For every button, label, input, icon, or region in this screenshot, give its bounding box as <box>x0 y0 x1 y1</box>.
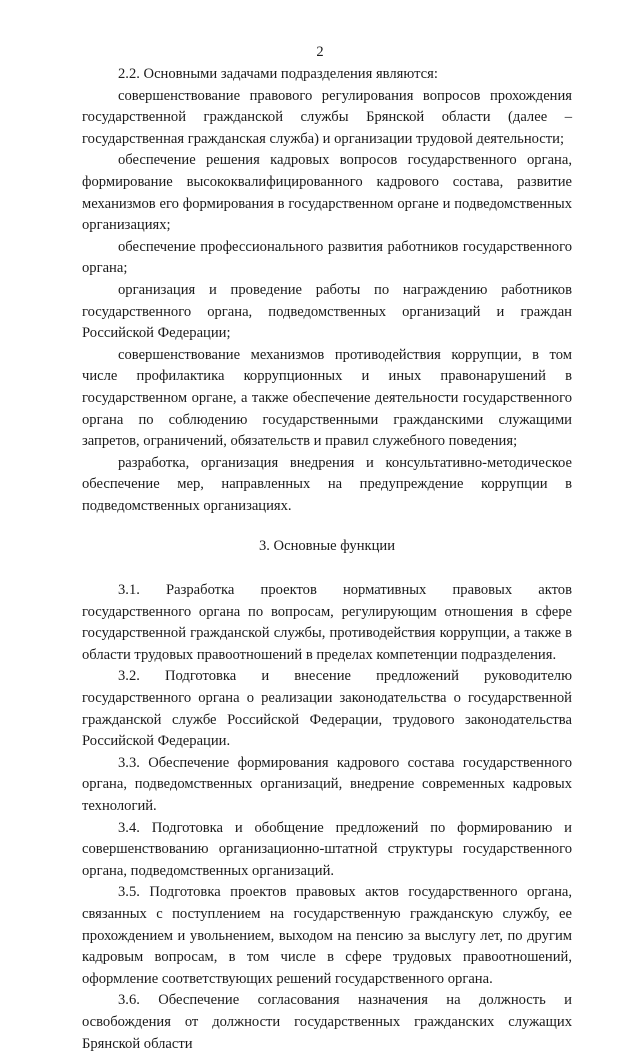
function-item-3-5: 3.5. Подготовка проектов правовых актов государственного органа, связанных с поступлением на государственную гражданскую службу, ее прохождением и увольнением, выходом на пенсию за выслугу лет, по другим кадровым вопросам, в том числе в сфере трудовых правоотношений, оформление соответствующих решений государственного органа. <box>82 884 572 987</box>
function-item-3-4: 3.4. Подготовка и обобщение предложений по формированию и совершенствованию организационно-штатной структуры государственного органа, подведомственных организаций. <box>82 819 572 879</box>
task-item-2: обеспечение решения кадровых вопросов государственного органа, формирование высококвалифицированного кадрового состава, развитие механизмов его формирования в государственном органе и подведомственных организациях; <box>82 152 572 234</box>
function-item-3-1: 3.1. Разработка проектов нормативных правовых актов государственного органа по вопросам, регулирующим отношения в сфере государственной гражданской службы, противодействия коррупции, а также в области трудовых правоотношений в пределах компетенции подразделения. <box>82 582 572 663</box>
task-item-3: обеспечение профессионального развития работников государственного органа; <box>82 238 572 277</box>
page-number: 2 <box>316 44 324 60</box>
section-2-2-intro: 2.2. Основными задачами подразделения являются: <box>118 66 438 82</box>
task-item-4: организация и проведение работы по награждению работников государственного органа, подведомственных организаций и граждан Российской Федерации; <box>82 281 572 342</box>
task-item-6: разработка, организация внедрения и консультативно-методическое обеспечение мер, направленных на предупреждение коррупции в подведомственных организациях. <box>82 454 572 514</box>
task-item-1: совершенствование правового регулирования вопросов прохождения государственной гражданской службы Брянской области (далее – государственная гражданская служба) и организации трудовой деятельности; <box>82 87 572 147</box>
function-item-3-3: 3.3. Обеспечение формирования кадрового состава государственного органа, подведомственных организаций, внедрение современных кадровых технологий. <box>82 754 572 814</box>
function-item-3-2: 3.2. Подготовка и внесение предложений руководителю государственного органа о реализации законодательства о государственной гражданской службе Российской Федерации, трудового законодательства Российской Федерации. <box>82 668 572 750</box>
document-body <box>82 64 572 1055</box>
task-item-5: совершенствование механизмов противодействия коррупции, в том числе профилактика коррупционных и иных правонарушений в государственном органе, а также обеспечение деятельности государственного органа по соблюдению государственными гражданскими служащими запретов, ограничений, обязательств и правил служебного поведения; <box>82 346 572 450</box>
function-item-3-6: 3.6. Обеспечение согласования назначения на должность и освобождения от должности государственных гражданских служащих Брянской области <box>82 992 572 1052</box>
section-3-heading: 3. Основные функции <box>258 538 396 555</box>
